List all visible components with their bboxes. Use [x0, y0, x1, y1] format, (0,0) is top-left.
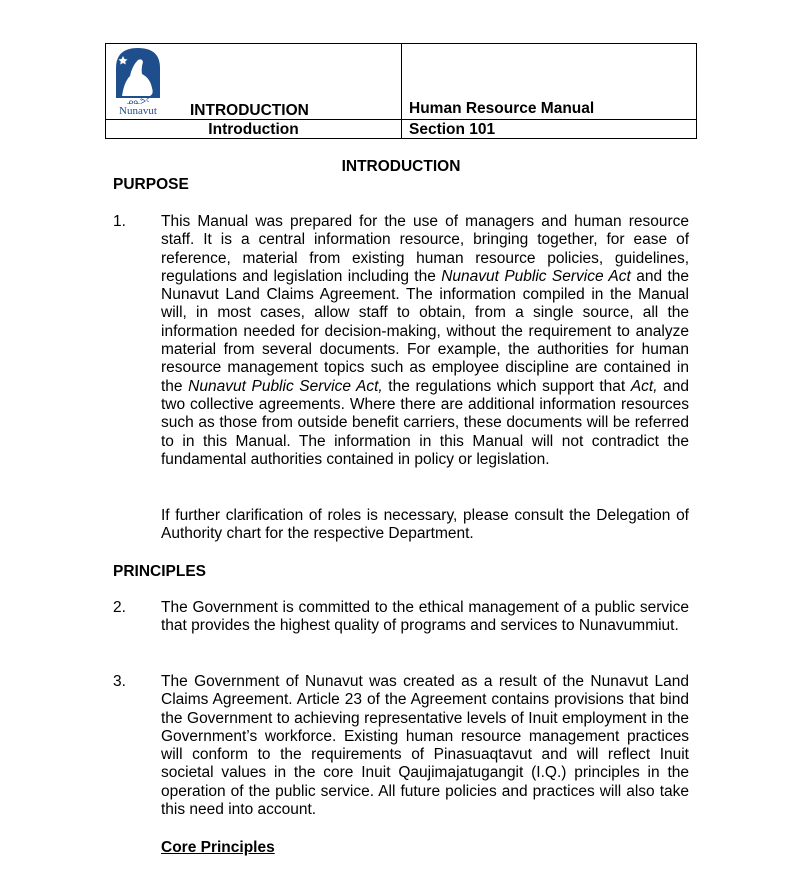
- chapter-subtitle: Introduction: [208, 121, 299, 138]
- subheading-core-principles: Core Principles: [161, 839, 275, 856]
- chapter-title: INTRODUCTION: [190, 102, 309, 119]
- manual-title: Human Resource Manual: [409, 100, 595, 117]
- paragraph-1-followup: If further clarification of roles is necessary, please consult the Delegation of Authority chart for the respective Department.: [161, 507, 689, 543]
- section-heading-principles: PRINCIPLES: [113, 563, 207, 580]
- paragraph-1: [161, 213, 689, 469]
- logo-syllabics: ᓄᓇᕗᑦ: [126, 97, 150, 106]
- item-number: 1.: [113, 213, 126, 230]
- italic-act-title: Nunavut Public Service Act,: [188, 377, 383, 395]
- text-run: This Manual was prepared for the use of managers and human resource staff. It is a central information resource, bringing together, for ease of reference, material from existing human resource policies, guidelines, regulations and legislation including the: [161, 213, 689, 285]
- table-divider: [401, 44, 402, 138]
- nunavut-logo-icon: [112, 46, 164, 116]
- section-heading-purpose: PURPOSE: [113, 176, 189, 193]
- italic-act: Act,: [630, 377, 658, 395]
- section-number: Section 101: [409, 121, 496, 138]
- text-run: the regulations which support that: [382, 377, 631, 395]
- item-number: 2.: [113, 599, 126, 616]
- item-number: 3.: [113, 673, 126, 690]
- header-table: [105, 43, 697, 139]
- italic-act-title: Nunavut Public Service Act: [441, 267, 631, 285]
- text-run: and two collective agreements. Where there are additional information resources such as those from outside benefit carriers, these documents will be referred to in this Manual. The information in this Manual will not contradict the fundamental authorities contained in policy or legislation.: [161, 377, 689, 468]
- paragraph-2: The Government is committed to the ethical management of a public service that provides the highest quality of programs and services to Nunavummiut.: [161, 599, 689, 635]
- logo-text: Nunavut: [119, 105, 157, 116]
- text-run: and the Nunavut Land Claims Agreement. The information compiled in the Manual will, in most cases, allow staff to obtain, from a single source, all the information needed for decision-making, without the requirement to analyze material from several documents. For example, the authorities for human resource management topics such as employee discipline are contained in the: [161, 267, 689, 395]
- paragraph-3: The Government of Nunavut was created as a result of the Nunavut Land Claims Agreement. Article 23 of the Agreement contains provisions that bind the Government to achieving representative levels of Inuit employment in the Government’s workforce. Existing human resource management practices will conform to the requirements of Pinasuaqtavut and will reflect Inuit societal values in the core Inuit Qaujimajatugangit (I.Q.) principles in the operation of the public service. All future policies and practices will also take this need into account.: [161, 673, 689, 819]
- document-title: INTRODUCTION: [341, 158, 461, 175]
